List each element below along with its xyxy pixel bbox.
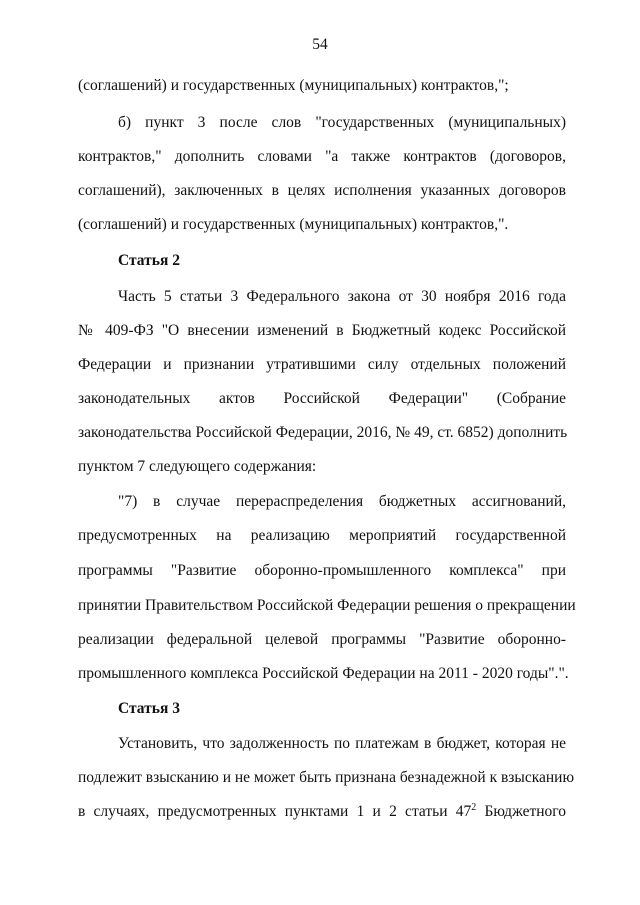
text-line: законодательных актов Российской Федерации" (Собрание — [78, 390, 566, 407]
superscript: 2 — [471, 802, 477, 813]
text-line: реализации федеральной целевой программы "Развитие оборонно- — [78, 631, 566, 648]
text-line: № 409-ФЗ "О внесении изменений в Бюджетный кодекс Российской — [78, 322, 566, 339]
text-line: Установить, что задолженность по платежам в бюджет, которая не — [118, 735, 566, 752]
text-line: подлежит взысканию и не может быть признана безнадежной к взысканию — [78, 769, 575, 786]
text-line: б) пункт 3 после слов "государственных (муниципальных) — [118, 114, 566, 131]
text-line: законодательства Российской Федерации, 2016, № 49, ст. 6852) дополнить — [78, 424, 568, 441]
text-line: Федерации и признании утратившими силу отдельных положений — [78, 356, 566, 373]
text-line: Часть 5 статьи 3 Федерального закона от 30 ноября 2016 года — [118, 288, 566, 305]
text-line: предусмотренных на реализацию мероприятий государственной — [78, 527, 566, 544]
text-line: (соглашений) и государственных (муниципальных) контрактов,"; — [78, 77, 509, 94]
text-line: пунктом 7 следующего содержания: — [78, 458, 317, 475]
article-2-heading: Статья 2 — [118, 252, 180, 269]
text-line: принятии Правительством Российской Федерации решения о прекращении — [78, 597, 576, 614]
text-line: контрактов," дополнить словами "а также контрактов (договоров, — [78, 148, 566, 165]
page-number: 54 — [312, 36, 328, 53]
text-fragment: Бюджетного — [484, 803, 566, 820]
text-line: программы "Развитие оборонно-промышленного комплекса" при — [78, 562, 566, 579]
text-line: промышленного комплекса Российской Федерации на 2011 - 2020 годы".". — [78, 665, 569, 682]
text-fragment: в случаях, предусмотренных пунктами 1 и 2 статьи 47 — [78, 803, 472, 820]
article-3-heading: Статья 3 — [118, 700, 180, 717]
text-line: "7) в случае перераспределения бюджетных ассигнований, — [118, 493, 566, 510]
text-line — [78, 803, 566, 821]
text-line: соглашений), заключенных в целях исполнения указанных договоров — [78, 182, 566, 199]
text-line: (соглашений) и государственных (муниципальных) контрактов,". — [78, 216, 509, 233]
